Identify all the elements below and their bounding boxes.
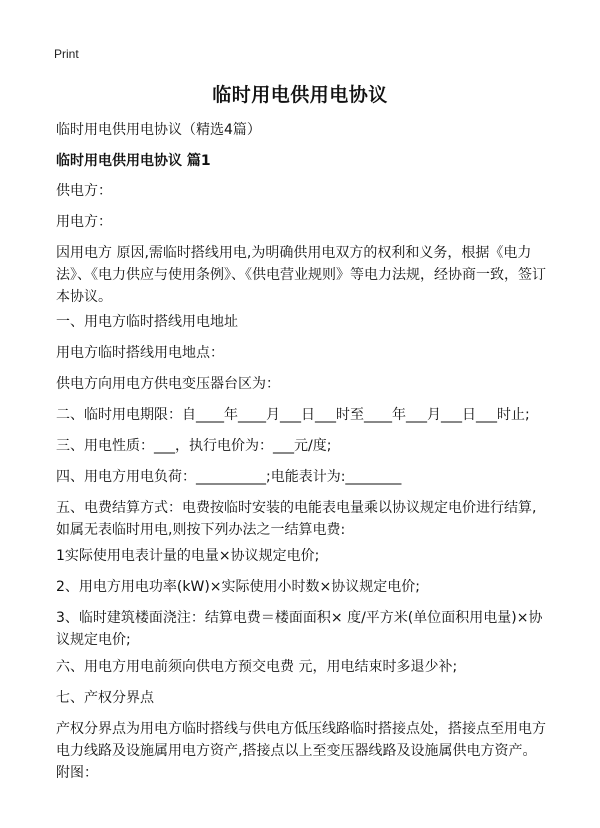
print-label: Print [54, 47, 79, 61]
paragraph-clause-7: 七、产权分界点 [56, 690, 154, 706]
paragraph-consumer: 用电方： [56, 214, 112, 230]
paragraph-location: 用电方临时搭线用电地点： [56, 345, 224, 361]
document-subtitle: 临时用电供用电协议（精选4篇） [56, 122, 261, 138]
section-heading: 临时用电供用电协议 篇1 [56, 153, 211, 169]
paragraph-clause-6: 六、用电方用电前须向供电方预交电费 元，用电结束时多退少补; [56, 659, 458, 675]
paragraph-transformer: 供电方向用电方供电变压器台区为： [56, 376, 280, 392]
paragraph-method-3: 3、临时建筑楼面浇注：结算电费＝楼面面积× 度/平方米(单位面积用电量)×协议规定电价; [56, 610, 543, 648]
paragraph-method-2: 2、用电方用电功率(kW)×实际使用小时数×协议规定电价; [56, 579, 420, 595]
paragraph-clause-2: 二、临时用电期限：自____年____月___日___时至____年___月___日___时止; [56, 407, 530, 423]
paragraph-supplier: 供电方： [56, 183, 112, 199]
paragraph-clause-1: 一、用电方临时搭线用电地址 [56, 314, 238, 330]
document-title: 临时用电供用电协议 [212, 84, 388, 106]
paragraph-ownership: 产权分界点为用电方临时搭线与供电方低压线路临时搭接点处，搭接点至用电方电力线路及设施属用电方资产,搭接点以上至变压器线路及设施属供电方资产。附图： [56, 721, 546, 781]
paragraph-clause-3: 三、用电性质：___，执行电价为：___元/度; [56, 438, 332, 454]
paragraph-preamble: 因用电方 原因,需临时搭线用电,为明确供用电双方的权利和义务，根据《电力法》、《电力供应与使用条例》、《供电营业规则》等电力法规，经协商一致，签订本协议。 [56, 245, 546, 305]
paragraph-clause-4: 四、用电方用电负荷：__________;电能表计为:________ [56, 469, 402, 485]
paragraph-clause-5: 五、电费结算方式：电费按临时安装的电能表电量乘以协议规定电价进行结算,如属无表临时用电,则按下列办法之一结算电费: [56, 500, 537, 538]
paragraph-method-1: 1实际使用电表计量的电量×协议规定电价; [56, 548, 320, 564]
